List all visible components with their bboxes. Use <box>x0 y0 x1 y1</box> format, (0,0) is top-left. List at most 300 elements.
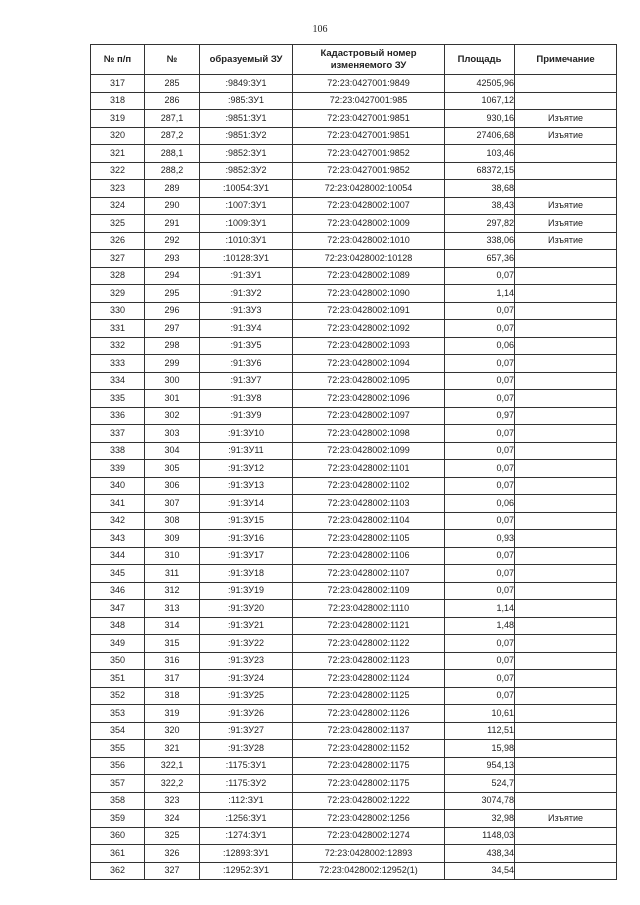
formed-plot-cell: :91:ЗУ17 <box>200 547 293 565</box>
formed-plot-cell: :91:ЗУ11 <box>200 442 293 460</box>
cadastral-number-cell: 72:23:0428002:1125 <box>293 687 445 705</box>
note-cell <box>515 862 617 880</box>
table-row <box>91 477 617 495</box>
table-row <box>91 652 617 670</box>
cadastral-number-cell: 72:23:0427001:9851 <box>293 110 445 128</box>
table-row <box>91 302 617 320</box>
cadastral-number-cell: 72:23:0428002:1103 <box>293 495 445 513</box>
table-row <box>91 145 617 163</box>
formed-plot-cell: :9851:ЗУ1 <box>200 110 293 128</box>
note-cell: Изъятие <box>515 215 617 233</box>
table-row <box>91 600 617 618</box>
number-cell: 313 <box>145 600 200 618</box>
cadastral-number-cell: 72:23:0428002:1222 <box>293 792 445 810</box>
formed-plot-cell: :91:ЗУ2 <box>200 285 293 303</box>
number-cell: 320 <box>145 722 200 740</box>
row-number-cell: 341 <box>91 495 145 513</box>
area-cell: 1,48 <box>445 617 515 635</box>
row-number-cell: 317 <box>91 75 145 93</box>
area-cell: 0,07 <box>445 565 515 583</box>
cadastral-number-cell: 72:23:0428002:1091 <box>293 302 445 320</box>
number-cell: 314 <box>145 617 200 635</box>
row-number-cell: 338 <box>91 442 145 460</box>
table-row <box>91 250 617 268</box>
number-cell: 289 <box>145 180 200 198</box>
note-cell <box>515 495 617 513</box>
row-number-cell: 357 <box>91 775 145 793</box>
number-cell: 327 <box>145 862 200 880</box>
note-cell <box>515 92 617 110</box>
note-cell <box>515 705 617 723</box>
area-cell: 0,07 <box>445 267 515 285</box>
page-number: 106 <box>312 24 328 35</box>
area-cell: 1148,03 <box>445 827 515 845</box>
number-cell: 323 <box>145 792 200 810</box>
note-cell <box>515 407 617 425</box>
row-number-cell: 359 <box>91 810 145 828</box>
row-number-cell: 326 <box>91 232 145 250</box>
table-row <box>91 425 617 443</box>
note-cell <box>515 425 617 443</box>
area-cell: 657,36 <box>445 250 515 268</box>
cadastral-number-cell: 72:23:0428002:1094 <box>293 355 445 373</box>
area-cell: 0,07 <box>445 477 515 495</box>
cadastral-number-cell: 72:23:0427001:9852 <box>293 145 445 163</box>
number-cell: 300 <box>145 372 200 390</box>
table-row <box>91 162 617 180</box>
note-cell: Изъятие <box>515 110 617 128</box>
row-number-cell: 345 <box>91 565 145 583</box>
cadastral-number-cell: 72:23:0428002:1175 <box>293 775 445 793</box>
formed-plot-cell: :1010:ЗУ1 <box>200 232 293 250</box>
formed-plot-cell: :9852:ЗУ1 <box>200 145 293 163</box>
cadastral-number-cell: 72:23:0428002:1090 <box>293 285 445 303</box>
cadastral-number-cell: 72:23:0428002:1123 <box>293 652 445 670</box>
formed-plot-cell: :91:ЗУ27 <box>200 722 293 740</box>
formed-plot-cell: :112:ЗУ1 <box>200 792 293 810</box>
note-cell <box>515 670 617 688</box>
cadastral-number-cell: 72:23:0428002:1010 <box>293 232 445 250</box>
cadastral-number-cell: 72:23:0428002:10128 <box>293 250 445 268</box>
table-row <box>91 355 617 373</box>
table-row <box>91 740 617 758</box>
formed-plot-cell: :1007:ЗУ1 <box>200 197 293 215</box>
area-cell: 15,98 <box>445 740 515 758</box>
row-number-cell: 327 <box>91 250 145 268</box>
formed-plot-cell: :91:ЗУ8 <box>200 390 293 408</box>
note-cell <box>515 285 617 303</box>
formed-plot-cell: :9849:ЗУ1 <box>200 75 293 93</box>
number-cell: 297 <box>145 320 200 338</box>
row-number-cell: 342 <box>91 512 145 530</box>
cadastral-number-cell: 72:23:0428002:12893 <box>293 845 445 863</box>
table-row <box>91 127 617 145</box>
formed-plot-cell: :91:ЗУ3 <box>200 302 293 320</box>
area-cell: 930,16 <box>445 110 515 128</box>
row-number-cell: 335 <box>91 390 145 408</box>
row-number-cell: 347 <box>91 600 145 618</box>
area-cell: 0,07 <box>445 425 515 443</box>
note-cell <box>515 75 617 93</box>
note-cell <box>515 792 617 810</box>
table-row <box>91 827 617 845</box>
cadastral-number-cell: 72:23:0428002:1007 <box>293 197 445 215</box>
table-row <box>91 565 617 583</box>
table-row <box>91 407 617 425</box>
number-cell: 290 <box>145 197 200 215</box>
formed-plot-cell: :91:ЗУ25 <box>200 687 293 705</box>
cadastral-number-cell: 72:23:0428002:1105 <box>293 530 445 548</box>
formed-plot-cell: :1175:ЗУ2 <box>200 775 293 793</box>
row-number-cell: 320 <box>91 127 145 145</box>
formed-plot-cell: :91:ЗУ20 <box>200 600 293 618</box>
row-number-cell: 346 <box>91 582 145 600</box>
area-cell: 0,07 <box>445 302 515 320</box>
area-cell: 0,07 <box>445 670 515 688</box>
cadastral-number-cell: 72:23:0428002:1126 <box>293 705 445 723</box>
area-cell: 103,46 <box>445 145 515 163</box>
formed-plot-cell: :91:ЗУ1 <box>200 267 293 285</box>
area-cell: 297,82 <box>445 215 515 233</box>
cadastral-number-cell: 72:23:0428002:1152 <box>293 740 445 758</box>
formed-plot-cell: :91:ЗУ23 <box>200 652 293 670</box>
row-number-cell: 349 <box>91 635 145 653</box>
note-cell <box>515 600 617 618</box>
row-number-cell: 328 <box>91 267 145 285</box>
area-cell: 68372,15 <box>445 162 515 180</box>
number-cell: 285 <box>145 75 200 93</box>
table-row <box>91 390 617 408</box>
note-cell <box>515 652 617 670</box>
area-cell: 38,68 <box>445 180 515 198</box>
header-formed-plot: образуемый ЗУ <box>200 45 293 75</box>
area-cell: 338,06 <box>445 232 515 250</box>
row-number-cell: 322 <box>91 162 145 180</box>
table-row <box>91 810 617 828</box>
cadastral-number-cell: 72:23:0428002:1093 <box>293 337 445 355</box>
row-number-cell: 336 <box>91 407 145 425</box>
formed-plot-cell: :1256:ЗУ1 <box>200 810 293 828</box>
area-cell: 27406,68 <box>445 127 515 145</box>
formed-plot-cell: :91:ЗУ5 <box>200 337 293 355</box>
cadastral-number-cell: 72:23:0428002:1137 <box>293 722 445 740</box>
note-cell <box>515 512 617 530</box>
note-cell: Изъятие <box>515 127 617 145</box>
area-cell: 34,54 <box>445 862 515 880</box>
cadastral-number-cell: 72:23:0428002:1256 <box>293 810 445 828</box>
table-row <box>91 460 617 478</box>
formed-plot-cell: :91:ЗУ19 <box>200 582 293 600</box>
cadastral-number-cell: 72:23:0428002:1106 <box>293 547 445 565</box>
number-cell: 292 <box>145 232 200 250</box>
formed-plot-cell: :985:ЗУ1 <box>200 92 293 110</box>
number-cell: 321 <box>145 740 200 758</box>
table-row <box>91 232 617 250</box>
number-cell: 303 <box>145 425 200 443</box>
row-number-cell: 324 <box>91 197 145 215</box>
table-row <box>91 285 617 303</box>
number-cell: 326 <box>145 845 200 863</box>
area-cell: 10,61 <box>445 705 515 723</box>
note-cell <box>515 722 617 740</box>
area-cell: 38,43 <box>445 197 515 215</box>
formed-plot-cell: :10054:ЗУ1 <box>200 180 293 198</box>
formed-plot-cell: :91:ЗУ28 <box>200 740 293 758</box>
number-cell: 304 <box>145 442 200 460</box>
table-row <box>91 512 617 530</box>
number-cell: 322,2 <box>145 775 200 793</box>
area-cell: 438,34 <box>445 845 515 863</box>
note-cell: Изъятие <box>515 810 617 828</box>
note-cell <box>515 302 617 320</box>
formed-plot-cell: :91:ЗУ15 <box>200 512 293 530</box>
row-number-cell: 344 <box>91 547 145 565</box>
table-row <box>91 75 617 93</box>
row-number-cell: 352 <box>91 687 145 705</box>
table-row <box>91 862 617 880</box>
number-cell: 325 <box>145 827 200 845</box>
area-cell: 0,07 <box>445 320 515 338</box>
table-row <box>91 110 617 128</box>
note-cell <box>515 530 617 548</box>
row-number-cell: 354 <box>91 722 145 740</box>
row-number-cell: 318 <box>91 92 145 110</box>
cadastral-number-cell: 72:23:0428002:1092 <box>293 320 445 338</box>
note-cell <box>515 390 617 408</box>
header-cadastral-number: Кадастровый номер изменяемого ЗУ <box>293 45 445 75</box>
table-body <box>91 75 617 880</box>
area-cell: 0,07 <box>445 635 515 653</box>
number-cell: 288,2 <box>145 162 200 180</box>
row-number-cell: 323 <box>91 180 145 198</box>
header-note: Примечание <box>515 45 617 75</box>
number-cell: 319 <box>145 705 200 723</box>
note-cell <box>515 565 617 583</box>
area-cell: 0,07 <box>445 652 515 670</box>
row-number-cell: 355 <box>91 740 145 758</box>
area-cell: 1067,12 <box>445 92 515 110</box>
formed-plot-cell: :91:ЗУ14 <box>200 495 293 513</box>
row-number-cell: 362 <box>91 862 145 880</box>
note-cell <box>515 775 617 793</box>
table-row <box>91 775 617 793</box>
number-cell: 307 <box>145 495 200 513</box>
row-number-cell: 351 <box>91 670 145 688</box>
formed-plot-cell: :9852:ЗУ2 <box>200 162 293 180</box>
note-cell <box>515 582 617 600</box>
cadastral-number-cell: 72:23:0428002:1101 <box>293 460 445 478</box>
row-number-cell: 340 <box>91 477 145 495</box>
cadastral-number-cell: 72:23:0428002:1110 <box>293 600 445 618</box>
cadastral-number-cell: 72:23:0428002:1089 <box>293 267 445 285</box>
note-cell <box>515 845 617 863</box>
note-cell <box>515 372 617 390</box>
number-cell: 288,1 <box>145 145 200 163</box>
formed-plot-cell: :91:ЗУ7 <box>200 372 293 390</box>
table-row <box>91 687 617 705</box>
cadastral-number-cell: 72:23:0428002:1102 <box>293 477 445 495</box>
area-cell: 42505,96 <box>445 75 515 93</box>
formed-plot-cell: :1175:ЗУ1 <box>200 757 293 775</box>
cadastral-number-cell: 72:23:0428002:1098 <box>293 425 445 443</box>
row-number-cell: 343 <box>91 530 145 548</box>
cadastral-number-cell: 72:23:0428002:1121 <box>293 617 445 635</box>
area-cell: 1,14 <box>445 600 515 618</box>
table-row <box>91 582 617 600</box>
table-row <box>91 757 617 775</box>
number-cell: 296 <box>145 302 200 320</box>
table-row <box>91 845 617 863</box>
cadastral-number-cell: 72:23:0427001:985 <box>293 92 445 110</box>
row-number-cell: 358 <box>91 792 145 810</box>
row-number-cell: 333 <box>91 355 145 373</box>
cadastral-number-cell: 72:23:0428002:1107 <box>293 565 445 583</box>
row-number-cell: 332 <box>91 337 145 355</box>
row-number-cell: 339 <box>91 460 145 478</box>
row-number-cell: 360 <box>91 827 145 845</box>
note-cell <box>515 740 617 758</box>
formed-plot-cell: :91:ЗУ10 <box>200 425 293 443</box>
note-cell <box>515 320 617 338</box>
note-cell <box>515 460 617 478</box>
number-cell: 299 <box>145 355 200 373</box>
table-row <box>91 495 617 513</box>
formed-plot-cell: :91:ЗУ12 <box>200 460 293 478</box>
formed-plot-cell: :12893:ЗУ1 <box>200 845 293 863</box>
area-cell: 32,98 <box>445 810 515 828</box>
table-row <box>91 337 617 355</box>
row-number-cell: 353 <box>91 705 145 723</box>
note-cell <box>515 267 617 285</box>
number-cell: 298 <box>145 337 200 355</box>
area-cell: 0,93 <box>445 530 515 548</box>
table-row <box>91 215 617 233</box>
number-cell: 316 <box>145 652 200 670</box>
row-number-cell: 319 <box>91 110 145 128</box>
row-number-cell: 330 <box>91 302 145 320</box>
header-row-number: № п/п <box>91 45 145 75</box>
cadastral-number-cell: 72:23:0427001:9852 <box>293 162 445 180</box>
table-row <box>91 547 617 565</box>
table-row <box>91 442 617 460</box>
note-cell <box>515 250 617 268</box>
row-number-cell: 321 <box>91 145 145 163</box>
cadastral-number-cell: 72:23:0428002:1104 <box>293 512 445 530</box>
formed-plot-cell: :91:ЗУ9 <box>200 407 293 425</box>
table-row <box>91 320 617 338</box>
cadastral-number-cell: 72:23:0428002:1175 <box>293 757 445 775</box>
note-cell <box>515 442 617 460</box>
area-cell: 0,07 <box>445 442 515 460</box>
number-cell: 317 <box>145 670 200 688</box>
cadastral-number-cell: 72:23:0428002:1096 <box>293 390 445 408</box>
note-cell <box>515 337 617 355</box>
area-cell: 524,7 <box>445 775 515 793</box>
number-cell: 295 <box>145 285 200 303</box>
table-row <box>91 617 617 635</box>
formed-plot-cell: :91:ЗУ6 <box>200 355 293 373</box>
table-row <box>91 267 617 285</box>
header-area: Площадь <box>445 45 515 75</box>
row-number-cell: 361 <box>91 845 145 863</box>
number-cell: 306 <box>145 477 200 495</box>
table-row <box>91 180 617 198</box>
note-cell <box>515 547 617 565</box>
cadastral-number-cell: 72:23:0427001:9851 <box>293 127 445 145</box>
number-cell: 305 <box>145 460 200 478</box>
formed-plot-cell: :91:ЗУ16 <box>200 530 293 548</box>
table-row <box>91 197 617 215</box>
number-cell: 294 <box>145 267 200 285</box>
note-cell: Изъятие <box>515 197 617 215</box>
cadastral-number-cell: 72:23:0428002:1109 <box>293 582 445 600</box>
area-cell: 0,07 <box>445 460 515 478</box>
cadastral-number-cell: 72:23:0428002:1124 <box>293 670 445 688</box>
row-number-cell: 350 <box>91 652 145 670</box>
area-cell: 0,07 <box>445 372 515 390</box>
header-number: № <box>145 45 200 75</box>
number-cell: 287,1 <box>145 110 200 128</box>
table-row <box>91 722 617 740</box>
row-number-cell: 337 <box>91 425 145 443</box>
formed-plot-cell: :91:ЗУ26 <box>200 705 293 723</box>
area-cell: 0,07 <box>445 512 515 530</box>
cadastre-table <box>90 44 617 880</box>
row-number-cell: 356 <box>91 757 145 775</box>
area-cell: 0,07 <box>445 547 515 565</box>
note-cell <box>515 162 617 180</box>
formed-plot-cell: :91:ЗУ24 <box>200 670 293 688</box>
table-header-row <box>91 45 617 75</box>
number-cell: 302 <box>145 407 200 425</box>
formed-plot-cell: :91:ЗУ18 <box>200 565 293 583</box>
number-cell: 308 <box>145 512 200 530</box>
row-number-cell: 348 <box>91 617 145 635</box>
note-cell <box>515 687 617 705</box>
formed-plot-cell: :10128:ЗУ1 <box>200 250 293 268</box>
note-cell: Изъятие <box>515 232 617 250</box>
formed-plot-cell: :9851:ЗУ2 <box>200 127 293 145</box>
row-number-cell: 329 <box>91 285 145 303</box>
formed-plot-cell: :1009:ЗУ1 <box>200 215 293 233</box>
note-cell <box>515 757 617 775</box>
number-cell: 286 <box>145 92 200 110</box>
number-cell: 293 <box>145 250 200 268</box>
note-cell <box>515 827 617 845</box>
note-cell <box>515 180 617 198</box>
formed-plot-cell: :91:ЗУ21 <box>200 617 293 635</box>
row-number-cell: 334 <box>91 372 145 390</box>
number-cell: 324 <box>145 810 200 828</box>
row-number-cell: 331 <box>91 320 145 338</box>
number-cell: 309 <box>145 530 200 548</box>
table-row <box>91 530 617 548</box>
area-cell: 0,06 <box>445 495 515 513</box>
note-cell <box>515 145 617 163</box>
cadastral-number-cell: 72:23:0427001:9849 <box>293 75 445 93</box>
formed-plot-cell: :12952:ЗУ1 <box>200 862 293 880</box>
area-cell: 954,13 <box>445 757 515 775</box>
area-cell: 0,97 <box>445 407 515 425</box>
area-cell: 0,06 <box>445 337 515 355</box>
cadastral-number-cell: 72:23:0428002:1274 <box>293 827 445 845</box>
area-cell: 3074,78 <box>445 792 515 810</box>
cadastral-number-cell: 72:23:0428002:1122 <box>293 635 445 653</box>
formed-plot-cell: :91:ЗУ13 <box>200 477 293 495</box>
cadastral-number-cell: 72:23:0428002:12952(1) <box>293 862 445 880</box>
cadastral-number-cell: 72:23:0428002:10054 <box>293 180 445 198</box>
table-row <box>91 635 617 653</box>
